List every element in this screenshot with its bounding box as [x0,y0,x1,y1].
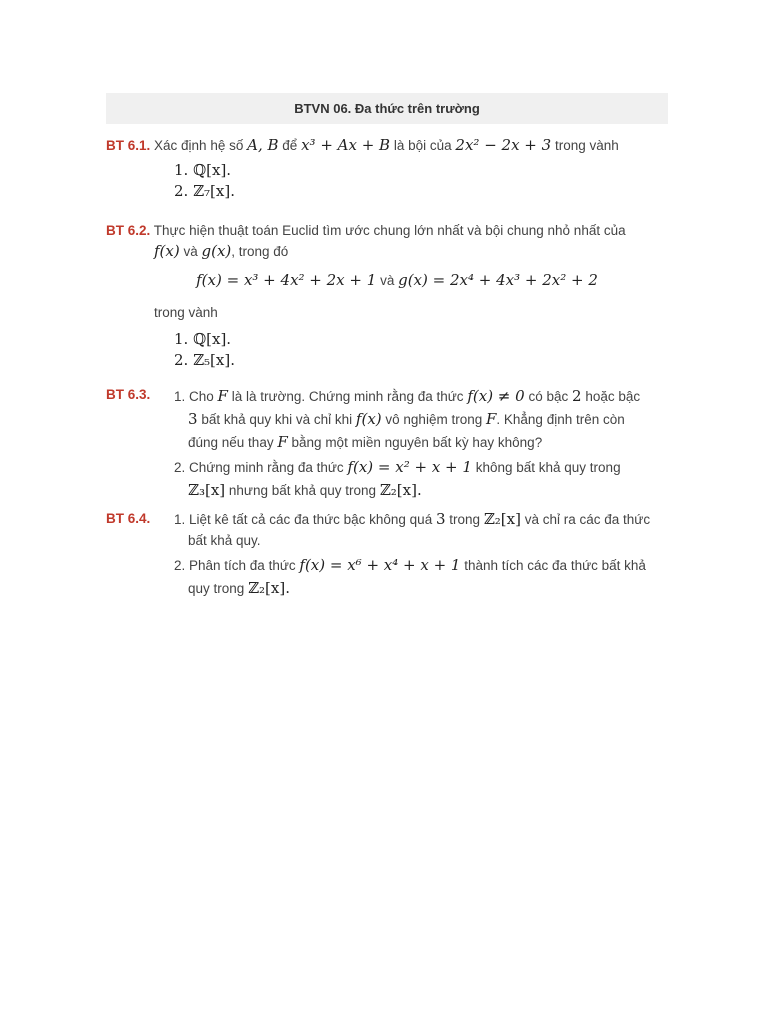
exercise-6-2-list [174,329,668,371]
exercise-label: BT 6.4. [106,511,151,526]
exercise-label: BT 6.1. [106,138,151,153]
math-expr: x³ + Ax + B [301,136,391,154]
math-expr: F [217,387,228,405]
math-expr: f(x) [154,242,180,260]
math-expr: ℤ₂[x] [483,510,521,528]
math-expr: g(x) [201,242,232,260]
exercise-6-1-list [174,160,668,202]
list-item: 2. ℤ₇[x]. [174,182,235,200]
exercise-6-2-statement [106,221,668,241]
math-expr: f(x) ≠ 0 [467,387,525,405]
page-title: BTVN 06. Đa thức trên trường [106,93,668,124]
math-expr: 3 [435,510,446,528]
exercise-6-1-statement [106,135,668,156]
exercise-6-2 [106,221,668,371]
statement-text: đúng nếu thay [188,435,274,450]
statement-text: trong vành [554,138,619,153]
statement-text: bất khả quy khi và chỉ khi [201,412,353,427]
statement-text: trong [449,512,481,527]
statement-text: 2. Chứng minh rằng đa thức [174,460,344,475]
math-expr: 2 [572,387,582,405]
math-expr: 2x² − 2x + 3 [455,136,552,154]
statement-text: và chỉ ra các đa thức [524,512,651,527]
statement-text: 2. Phân tích đa thức [174,558,296,573]
list-item: 1. ℚ[x]. [174,330,232,348]
math-expr: f(x) [355,410,382,428]
document-page [106,93,668,597]
statement-text: và [380,273,395,288]
exercise-label: BT 6.2. [106,223,151,238]
list-item: 1. ℚ[x]. [174,161,232,179]
statement-text: vô nghiệm trong [385,412,483,427]
statement-text: nhưng bất khả quy trong [228,483,377,498]
statement-text: bất khả quy. [188,533,261,548]
statement-text: hoặc bậc [585,389,641,404]
exercise-6-2-statement-line2 [154,241,668,262]
statement-text: để [282,138,298,153]
exercise-6-4-item-1 [174,508,668,531]
statement-text: bằng một miền nguyên bất kỳ hay không? [291,435,543,450]
statement-text: Xác định hệ số [154,138,244,153]
math-expr: F [277,433,288,451]
math-expr: 3 [188,410,198,428]
math-expr: f(x) = x² + x + 1 [347,458,472,476]
statement-text: trong vành [154,305,218,320]
statement-text: Thực hiện thuật toán Euclid tìm ước chung lớn nhất và bội chung nhỏ nhất của [153,223,626,238]
statement-text: 1. Cho [174,389,214,404]
statement-text: quy trong [188,581,245,596]
exercise-label: BT 6.3. [106,387,151,402]
math-expr: g(x) = 2x⁴ + 4x³ + 2x² + 2 [398,271,598,289]
statement-text: , trong đó [231,244,289,259]
exercise-6-3 [106,385,668,502]
statement-text: có bậc [528,389,569,404]
exercise-6-4-item-2 [174,554,668,577]
statement-text: không bất khả quy trong [475,460,621,475]
statement-text: là bội của [393,138,452,153]
list-item: 2. ℤ₅[x]. [174,351,235,369]
math-expr: ℤ₃[x] [188,481,226,499]
math-expr: ℤ₂[x]. [379,481,422,499]
statement-text: 1. Liệt kê tất cả các đa thức bậc không quá [174,512,433,527]
statement-text: và [183,244,198,259]
math-expr: A, B [247,136,279,154]
display-equation [126,268,668,293]
statement-text: . Khẳng định trên còn [496,412,625,427]
exercise-6-3-item-2 [174,456,668,479]
exercise-6-3-item-1 [106,385,668,502]
statement-text: thành tích các đa thức bất khả [464,558,646,573]
math-expr: f(x) = x⁶ + x⁴ + x + 1 [299,556,461,574]
statement-text: là là trường. Chứng minh rằng đa thức [231,389,464,404]
math-expr: F [485,410,497,428]
math-expr: ℤ₂[x]. [248,579,290,597]
math-expr: f(x) = x³ + 4x² + 2x + 1 [196,271,377,289]
exercise-6-4 [106,508,668,600]
exercise-6-1 [106,135,668,202]
